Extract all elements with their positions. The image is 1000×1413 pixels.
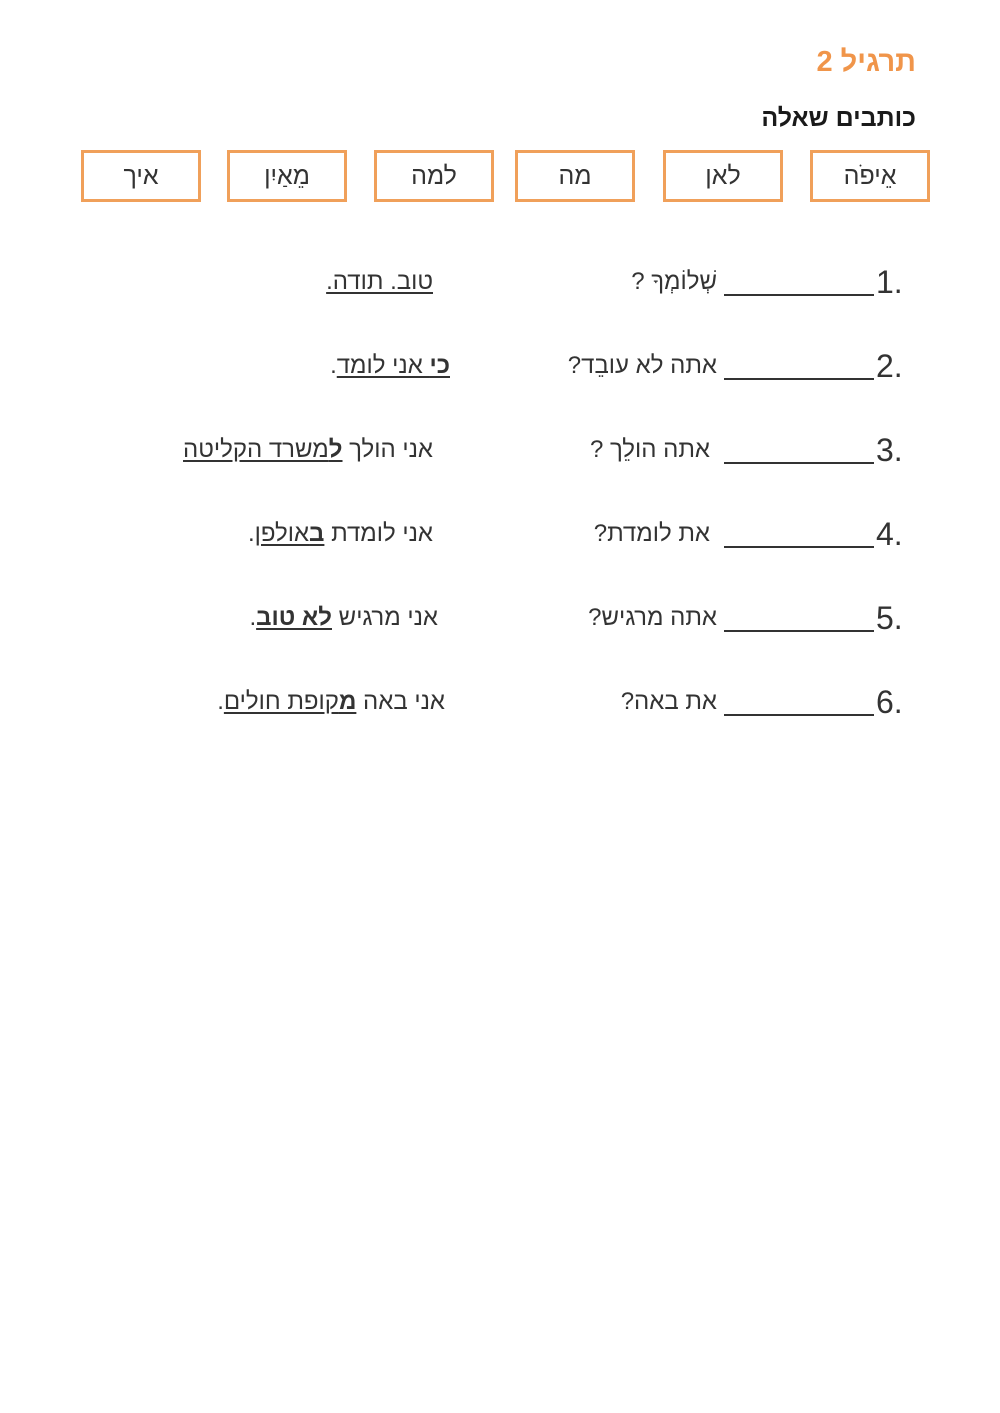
question-number: 1. bbox=[876, 264, 903, 300]
word-bank-item-lean[interactable]: לאן bbox=[663, 150, 783, 202]
answer-underlined: משרד הקליטה bbox=[183, 436, 329, 463]
answer-underlined: אולפן bbox=[254, 520, 310, 547]
question-number: 4. bbox=[876, 516, 903, 552]
answer-bold: ב bbox=[309, 520, 325, 547]
answer-sentence bbox=[217, 688, 445, 716]
answer-blank[interactable] bbox=[724, 378, 874, 380]
question-text: אתה הולֵך ? bbox=[589, 436, 710, 463]
answer-bold: ל bbox=[328, 436, 343, 463]
answer-sentence bbox=[330, 352, 450, 380]
word-bank-item-eich[interactable]: איך bbox=[81, 150, 201, 202]
question-text: אתה לא עובֵד? bbox=[567, 352, 717, 379]
word-bank bbox=[78, 150, 930, 205]
answer-sentence bbox=[248, 520, 433, 548]
answer-bold: כי bbox=[429, 352, 450, 379]
answer-bold: מ bbox=[338, 688, 357, 715]
question-number: 3. bbox=[876, 432, 903, 468]
answer-plain: אני הולך bbox=[342, 436, 433, 463]
word-bank-item-lama[interactable]: למה bbox=[374, 150, 494, 202]
word-bank-item-ma[interactable]: מה bbox=[515, 150, 635, 202]
question-row bbox=[0, 600, 1000, 650]
answer-sentence bbox=[183, 436, 433, 464]
question-row bbox=[0, 432, 1000, 482]
answer-plain: אני מרגיש bbox=[332, 604, 438, 631]
word-bank-item-eifo[interactable]: אֵיפֹה bbox=[810, 150, 930, 202]
answer-underlined: קופת חולים bbox=[223, 688, 339, 715]
question-row bbox=[0, 516, 1000, 566]
answer-sentence bbox=[249, 604, 438, 632]
answer-blank[interactable] bbox=[724, 714, 874, 716]
question-text: שְׁלוֹמְךָ ? bbox=[631, 268, 717, 295]
answer-blank[interactable] bbox=[724, 630, 874, 632]
word-bank-item-meayin[interactable]: מֵאַיִן bbox=[227, 150, 347, 202]
question-number: 2. bbox=[876, 348, 903, 384]
answer-bold: לא טוב bbox=[256, 604, 332, 631]
answer-plain: אני באה bbox=[356, 688, 445, 715]
answer-blank[interactable] bbox=[724, 546, 874, 548]
question-text: את לומדת? bbox=[593, 520, 710, 547]
answer-plain: אני לומדת bbox=[324, 520, 433, 547]
answer-tail: . bbox=[247, 520, 255, 547]
question-number: 5. bbox=[876, 600, 903, 636]
exercise-instruction: כותבים שאלה bbox=[761, 104, 916, 132]
answer-sentence bbox=[326, 268, 433, 296]
question-row bbox=[0, 684, 1000, 734]
question-row bbox=[0, 348, 1000, 398]
question-number: 6. bbox=[876, 684, 903, 720]
question-text: אתה מרגיש? bbox=[588, 604, 717, 631]
answer-tail: . bbox=[217, 688, 224, 715]
answer-underlined: אני לומד bbox=[336, 352, 430, 379]
answer-underlined: טוב. תודה. bbox=[326, 268, 433, 295]
answer-tail: . bbox=[330, 352, 337, 379]
answer-blank[interactable] bbox=[724, 294, 874, 296]
question-row bbox=[0, 264, 1000, 314]
question-text: את באה? bbox=[620, 688, 717, 715]
answer-blank[interactable] bbox=[724, 462, 874, 464]
exercise-title: תרגיל 2 bbox=[816, 46, 916, 78]
answer-tail: . bbox=[249, 604, 257, 631]
